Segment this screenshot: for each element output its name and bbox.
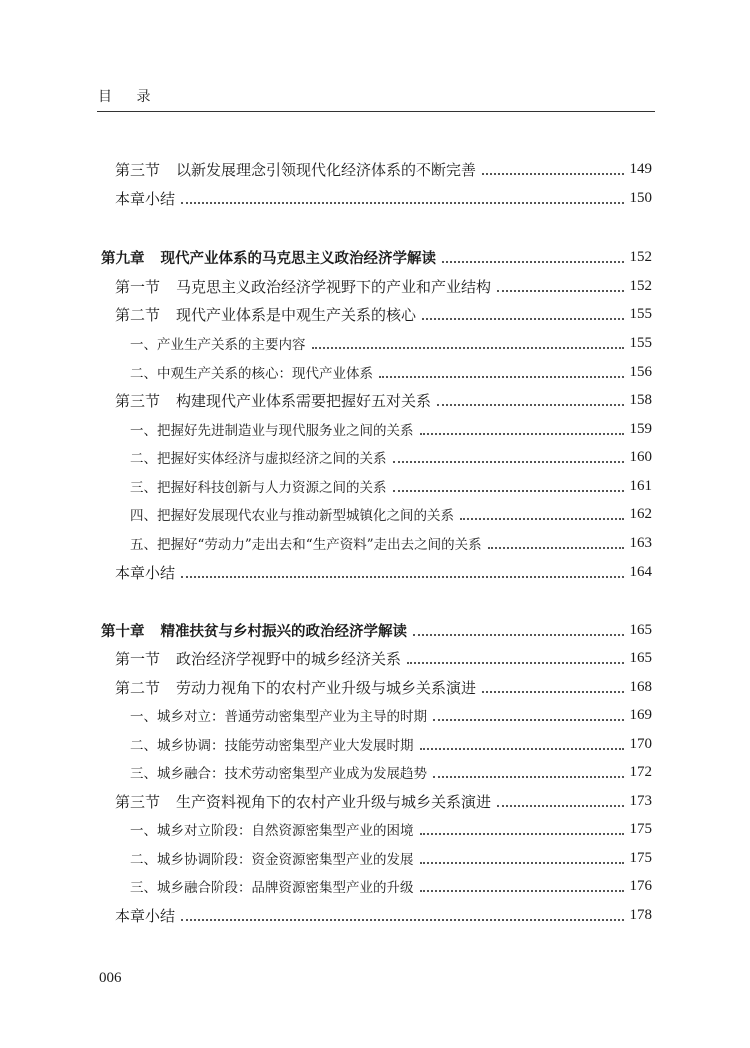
entry-title: 三、城乡融合阶段：品牌资源密集型产业的升级	[130, 880, 414, 896]
entry-number: 第一节	[115, 277, 161, 296]
entry-title: 现代产业体系是中观生产关系的核心	[176, 305, 417, 324]
toc-entry[interactable]	[0, 558, 652, 586]
entry-page: 175	[629, 849, 652, 866]
toc-entry[interactable]	[0, 701, 652, 729]
toc-entry[interactable]	[0, 155, 652, 183]
entry-number: 第一节	[115, 649, 161, 668]
entry-number: 第二节	[115, 305, 161, 324]
entry-page: 161	[629, 477, 652, 494]
dot-leader	[442, 261, 624, 263]
entry-number: 第三节	[115, 792, 161, 811]
toc-entry[interactable]	[0, 872, 652, 900]
entry-page: 149	[629, 160, 652, 177]
entry-title: 四、把握好发展现代农业与推动新型城镇化之间的关系	[130, 508, 454, 524]
entry-title: 一、城乡对立阶段：自然资源密集型产业的困境	[130, 823, 414, 839]
entry-page: 173	[629, 792, 652, 809]
header-rule	[97, 111, 655, 112]
toc-entry[interactable]	[0, 415, 652, 443]
entry-title: 二、中观生产关系的核心：现代产业体系	[130, 366, 373, 382]
entry-title: 二、城乡协调：技能劳动密集型产业大发展时期	[130, 738, 414, 754]
entry-page: 169	[629, 706, 652, 723]
dot-leader	[407, 662, 623, 664]
dot-leader	[460, 518, 624, 520]
entry-page: 156	[629, 363, 652, 380]
toc-entry[interactable]	[0, 184, 652, 212]
dot-leader	[497, 805, 623, 807]
dot-leader	[437, 404, 623, 406]
entry-title: 马克思主义政治经济学视野下的产业和产业结构	[176, 277, 492, 296]
chapter-title: 精准扶贫与乡村振兴的政治经济学解读	[160, 623, 407, 640]
dot-leader	[420, 748, 624, 750]
entry-title: 一、把握好先进制造业与现代服务业之间的关系	[130, 423, 414, 439]
dot-leader	[497, 290, 623, 292]
toc-entry[interactable]	[0, 844, 652, 872]
entry-page: 165	[629, 621, 652, 638]
toc-entry[interactable]	[0, 787, 652, 815]
entry-page: 162	[629, 505, 652, 522]
dot-leader	[488, 547, 624, 549]
entry-page: 160	[629, 448, 652, 465]
entry-title: 政治经济学视野中的城乡经济关系	[176, 649, 402, 668]
entry-page: 170	[629, 735, 652, 752]
toc-entry[interactable]	[0, 529, 652, 557]
dot-leader	[393, 490, 624, 492]
entry-title: 本章小结	[115, 563, 176, 582]
toc-entry[interactable]	[0, 300, 652, 328]
dot-leader	[420, 890, 624, 892]
entry-page: 159	[629, 420, 652, 437]
toc-entry[interactable]	[0, 644, 652, 672]
toc-entry[interactable]	[0, 500, 652, 528]
toc-entry[interactable]	[0, 472, 652, 500]
dot-leader	[482, 173, 623, 175]
entry-page: 178	[629, 906, 652, 923]
toc-entry[interactable]	[0, 443, 652, 471]
dot-leader	[482, 691, 623, 693]
entry-title: 劳动力视角下的农村产业升级与城乡关系演进	[176, 678, 477, 697]
entry-page: 152	[629, 248, 652, 265]
entry-page: 172	[629, 763, 652, 780]
entry-title: 一、城乡对立：普通劳动密集型产业为主导的时期	[130, 709, 427, 725]
toc-entry[interactable]	[0, 272, 652, 300]
toc-entry[interactable]	[0, 730, 652, 758]
entry-number: 第三节	[115, 391, 161, 410]
entry-number: 第三节	[115, 160, 161, 179]
entry-title: 本章小结	[115, 906, 176, 925]
chapter-title: 现代产业体系的马克思主义政治经济学解读	[160, 250, 436, 267]
running-header: 目 录	[98, 89, 161, 105]
toc-entry[interactable]	[0, 901, 652, 929]
entry-page: 175	[629, 820, 652, 837]
entry-title: 二、城乡协调阶段：资金资源密集型产业的发展	[130, 852, 414, 868]
toc-chapter-entry[interactable]	[0, 616, 652, 644]
dot-leader	[420, 833, 624, 835]
toc-entry[interactable]	[0, 329, 652, 357]
dot-leader	[433, 719, 624, 721]
entry-page: 150	[629, 189, 652, 206]
dot-leader	[181, 576, 623, 578]
page-number: 006	[99, 970, 122, 986]
dot-leader	[393, 461, 624, 463]
dot-leader	[312, 347, 624, 349]
entry-title: 三、城乡融合：技术劳动密集型产业成为发展趋势	[130, 766, 427, 782]
entry-page: 165	[629, 649, 652, 666]
entry-page: 155	[629, 305, 652, 322]
entry-number: 第二节	[115, 678, 161, 697]
toc-entry[interactable]	[0, 358, 652, 386]
entry-page: 168	[629, 678, 652, 695]
entry-title: 五、把握好“劳动力”走出去和“生产资料”走出去之间的关系	[130, 537, 482, 553]
toc-entry[interactable]	[0, 815, 652, 843]
entry-page: 176	[629, 877, 652, 894]
dot-leader	[420, 433, 624, 435]
entry-title: 三、把握好科技创新与人力资源之间的关系	[130, 480, 387, 496]
dot-leader	[181, 202, 623, 204]
chapter-number: 第十章	[101, 623, 145, 640]
entry-title: 一、产业生产关系的主要内容	[130, 337, 306, 353]
entry-page: 152	[629, 277, 652, 294]
entry-title: 以新发展理念引领现代化经济体系的不断完善	[176, 160, 477, 179]
dot-leader	[420, 862, 624, 864]
dot-leader	[379, 376, 624, 378]
entry-page: 163	[629, 534, 652, 551]
entry-title: 构建现代产业体系需要把握好五对关系	[176, 391, 432, 410]
toc-entry[interactable]	[0, 673, 652, 701]
dot-leader	[433, 776, 624, 778]
entry-page: 164	[629, 563, 652, 580]
toc-entry[interactable]	[0, 758, 652, 786]
chapter-number: 第九章	[101, 250, 145, 267]
toc-entry[interactable]	[0, 386, 652, 414]
entry-title: 本章小结	[115, 189, 176, 208]
toc-chapter-entry[interactable]	[0, 243, 652, 271]
entry-page: 155	[629, 334, 652, 351]
entry-page: 158	[629, 391, 652, 408]
dot-leader	[413, 634, 624, 636]
entry-title: 二、把握好实体经济与虚拟经济之间的关系	[130, 451, 387, 467]
dot-leader	[181, 919, 623, 921]
dot-leader	[422, 318, 623, 320]
entry-title: 生产资料视角下的农村产业升级与城乡关系演进	[176, 792, 492, 811]
